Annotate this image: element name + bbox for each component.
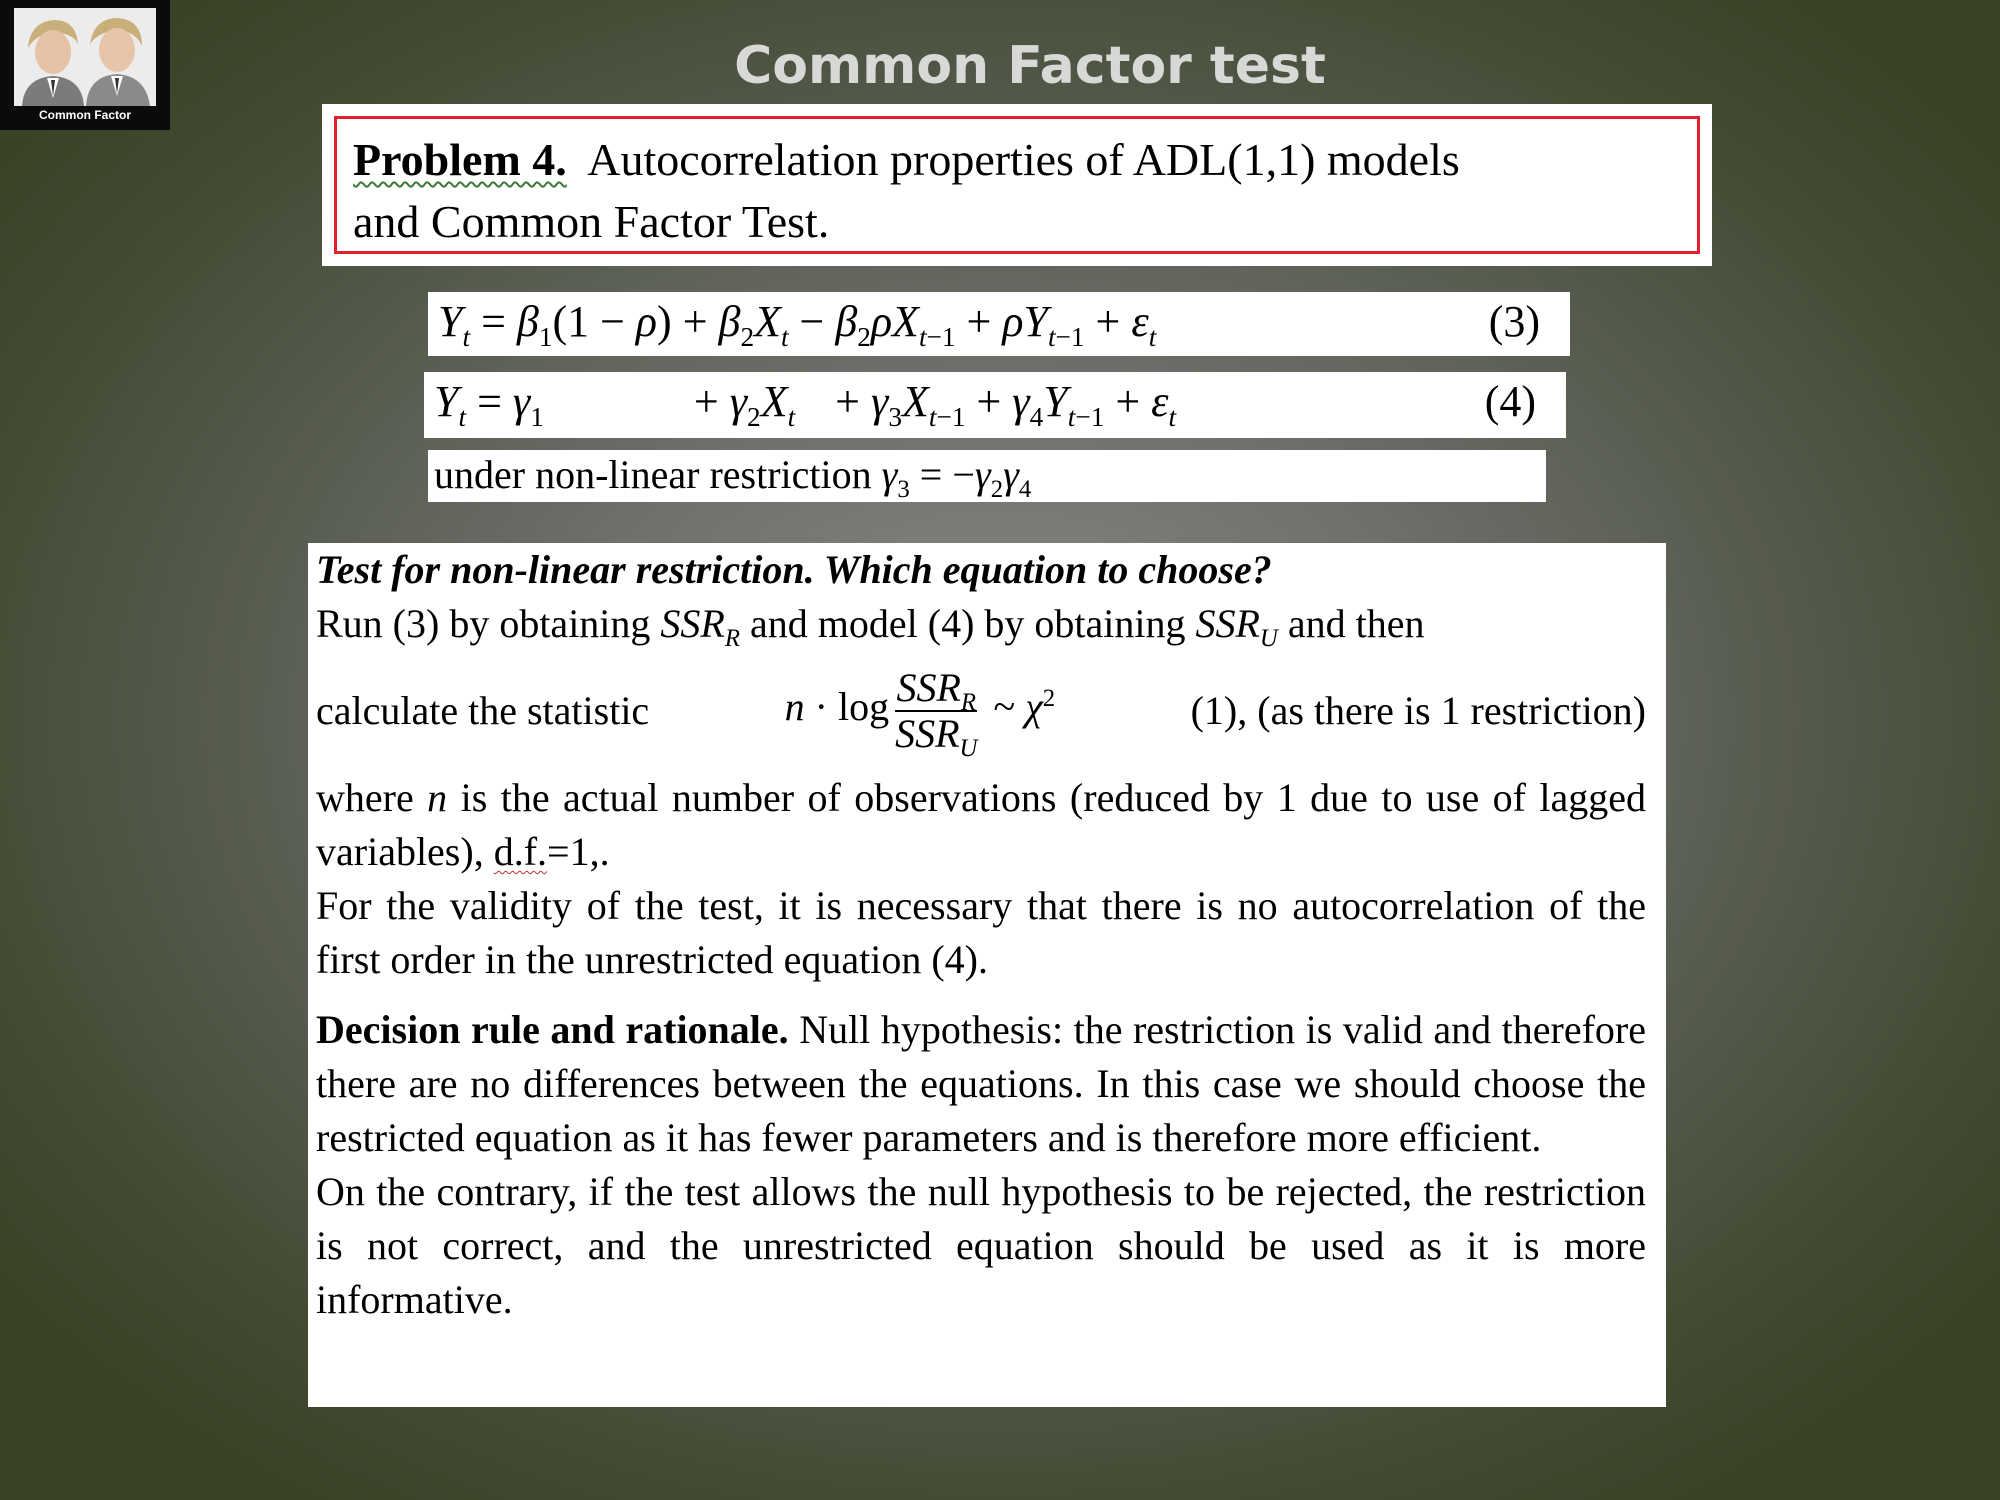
validity-paragraph: For the validity of the test, it is necessary that there is no autocorrelation of the first order in the unrestricted equation (4). (316, 883, 1646, 982)
question-heading: Test for non-linear restriction. Which equation to choose? (316, 547, 1272, 592)
statistic-line (316, 651, 1646, 771)
problem-box (322, 104, 1712, 266)
decision-label: Decision rule and rationale. (316, 1007, 789, 1052)
equation-3: $Y_t = \beta_1(1 - \rho) + \beta_2X_t - \beta_2\rho X_{t-1} + \rho Y_{t-1} + \varepsilon_t$ (3) (428, 292, 1570, 356)
equation-4-number: (4) (1484, 377, 1536, 426)
decision-text: Null hypothesis: the restriction is valid and therefore there are no differences between the equations. In this case we should choose the restricted equation as it has fewer parameters and is therefore more efficient. (316, 1007, 1647, 1160)
problem-text-line1: Autocorrelation properties of ADL(1,1) models (587, 134, 1460, 185)
df-tail: =1,. (547, 829, 610, 874)
contrary-paragraph: On the contrary, if the test allows the null hypothesis to be rejected, the restriction is not correct, and the unrestricted equation should be used as it is more informative. (316, 1169, 1646, 1322)
problem-label: Problem 4. (353, 134, 567, 185)
equation-3-number: (3) (1488, 297, 1540, 346)
run-text-2: and model (4) by obtaining (750, 601, 1186, 646)
restriction-line: under non-linear restriction $\gamma_3 = -\gamma_2\gamma_4$ (428, 450, 1546, 502)
calc-tail: (1), (as there is 1 restriction) (1190, 688, 1646, 733)
df-text: d.f. (493, 829, 548, 874)
run-paragraph: Run (3) by obtaining $SSR_R$ and model (4) by obtaining $SSR_U$ and then (316, 601, 1425, 652)
where-text: is the actual number of observations (reduced by 1 due to use of lagged variables), (316, 775, 1647, 874)
decision-paragraph (316, 1003, 1646, 1165)
explanation-box (308, 543, 1666, 1407)
run-text-1: Run (3) by obtaining (316, 601, 651, 646)
statistic-formula: n · log $\frac{SSR_R}{SSR_U}$ ~ $\chi^2$ (784, 665, 1056, 762)
run-text-3: and then (1287, 601, 1425, 646)
slide-title: Common Factor test (734, 36, 1326, 96)
where-start: where (316, 775, 414, 820)
calc-label: calculate the statistic (316, 688, 650, 733)
logo-caption: Common Factor (38, 108, 131, 122)
problem-text-line2: and Common Factor Test. (353, 196, 830, 247)
equation-4: $Y_t = \gamma_1 + \gamma_2X_t + \gamma_3X_{t-1} + \gamma_4Y_{t-1} + \varepsilon_t$ (4) (424, 372, 1566, 438)
where-paragraph: where n is the actual number of observations (reduced by 1 due to use of lagged variables), d.f.=1,. (316, 775, 1647, 874)
problem-frame (334, 116, 1700, 254)
restriction-text: under non-linear restriction (434, 452, 872, 497)
